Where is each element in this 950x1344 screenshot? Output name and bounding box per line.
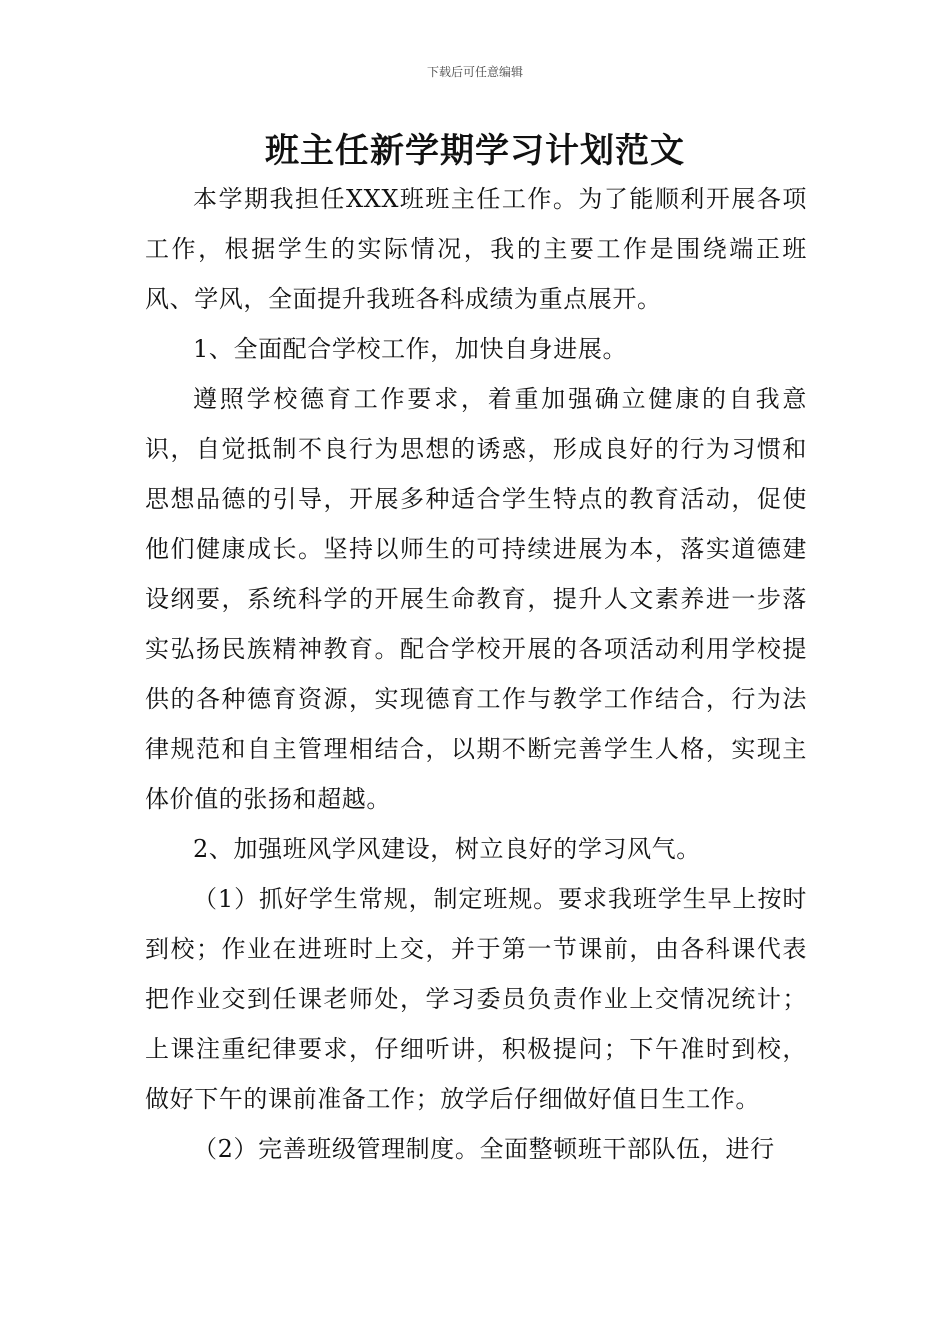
document-body bbox=[145, 174, 807, 1174]
paragraph-intro: 本学期我担任XXX班班主任工作。为了能顺利开展各项工作，根据学生的实际情况，我的主要工作是围绕端正班风、学风，全面提升我班各科成绩为重点展开。 bbox=[145, 185, 807, 313]
paragraph-class-management: （2）完善班级管理制度。全面整顿班干部队伍，进行 bbox=[193, 1135, 775, 1163]
section-heading-1: 1、全面配合学校工作，加快自身进展。 bbox=[193, 335, 628, 363]
document-title: 班主任新学期学习计划范文 bbox=[265, 131, 685, 171]
paragraph-moral-education: 遵照学校德育工作要求，着重加强确立健康的自我意识，自觉抵制不良行为思想的诱惑，形成良好的行为习惯和思想品德的引导，开展多种适合学生特点的教育活动，促使他们健康成长。坚持以师生的可持续进展为本，落实道德建设纲要，系统科学的开展生命教育，提升人文素养进一步落实弘扬民族精神教育。配合学校开展的各项活动利用学校提供的各种德育资源，实现德育工作与教学工作结合，行为法律规范和自主管理相结合，以期不断完善学生人格，实现主体价值的张扬和超越。 bbox=[145, 385, 807, 813]
paragraph-class-rules: （1）抓好学生常规，制定班规。要求我班学生早上按时到校；作业在进班时上交，并于第一节课前，由各科课代表把作业交到任课老师处，学习委员负责作业上交情况统计；上课注重纪律要求，仔细听讲，积极提问；下午准时到校，做好下午的课前准备工作；放学后仔细做好值日生工作。 bbox=[145, 885, 807, 1113]
section-heading-2: 2、加强班风学风建设，树立良好的学习风气。 bbox=[193, 835, 701, 863]
header-note: 下载后可任意编辑 bbox=[426, 65, 523, 79]
